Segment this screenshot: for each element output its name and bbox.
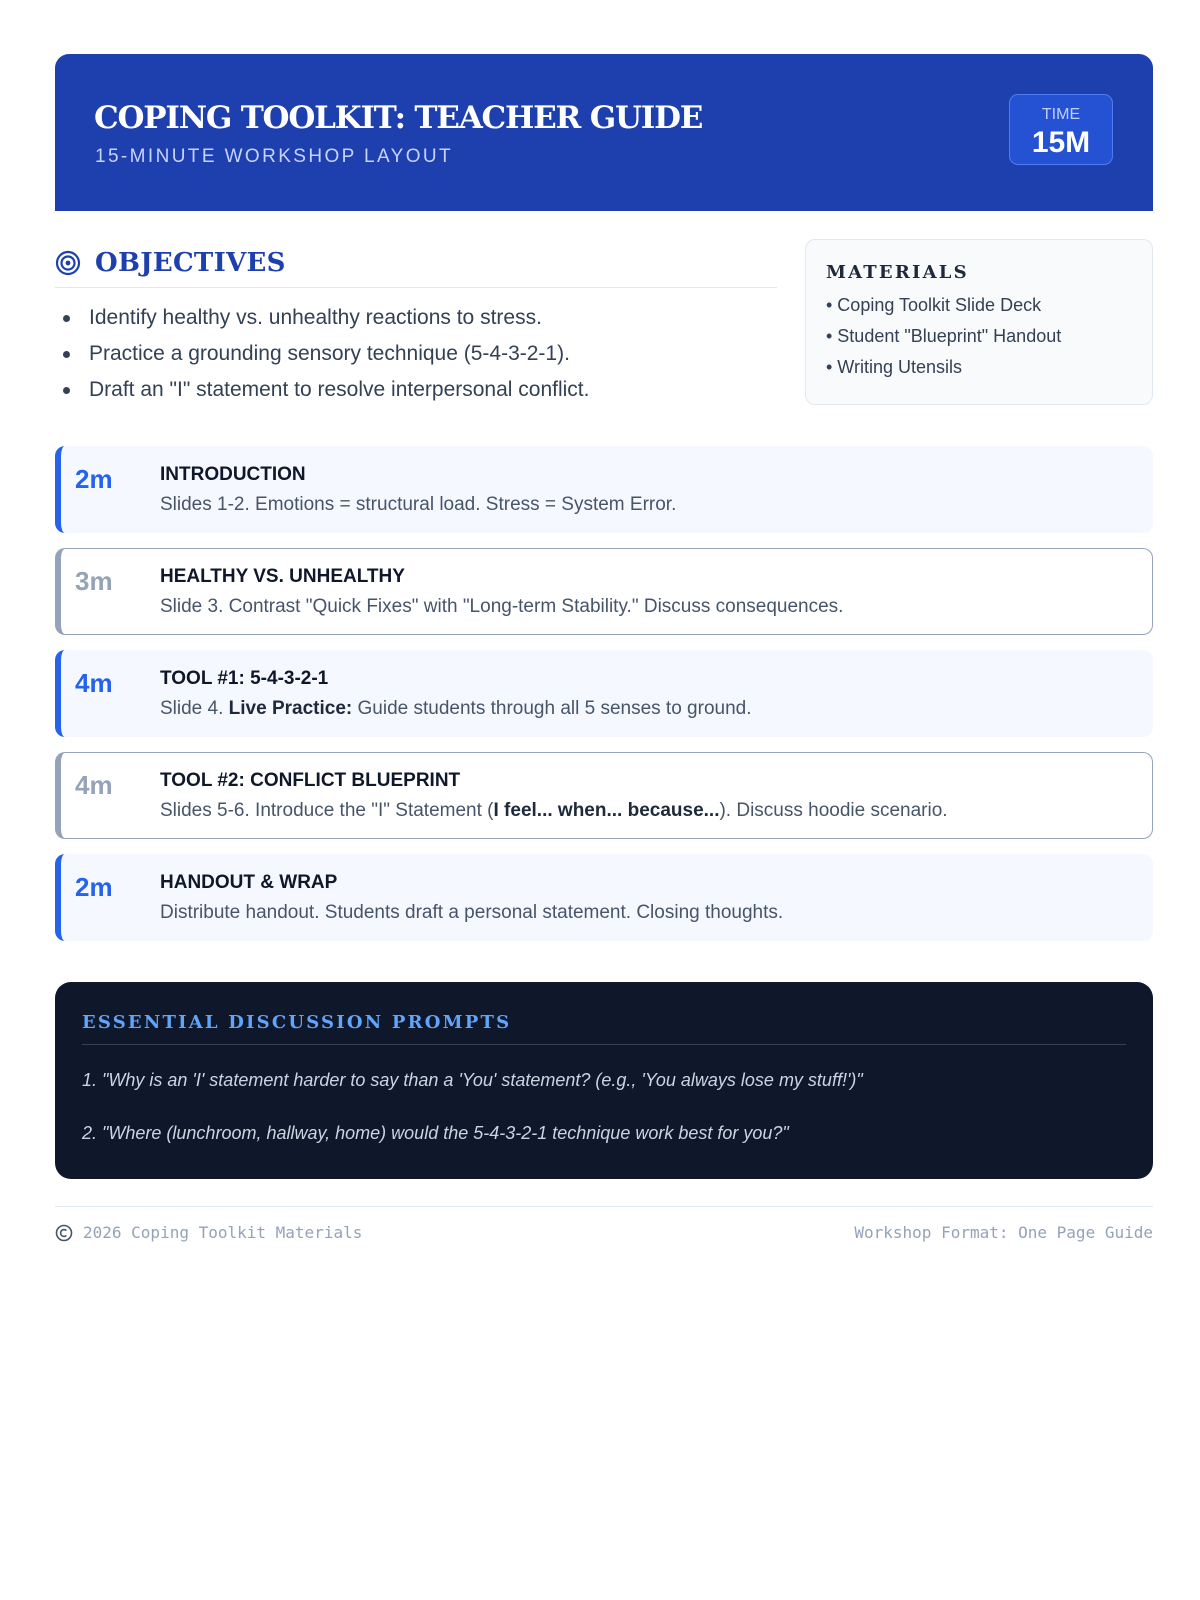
agenda-title: INTRODUCTION [160, 464, 306, 485]
footer [55, 1206, 1153, 1242]
material-item: • Student "Blueprint" Handout [826, 326, 1062, 346]
discussion-prompts-panel [55, 982, 1153, 1179]
agenda-duration: 2m [75, 872, 113, 902]
agenda-description: Distribute handout. Students draft a personal statement. Closing thoughts. [160, 902, 784, 923]
time-badge [1009, 94, 1113, 165]
objectives-title: OBJECTIVES [95, 247, 286, 278]
agenda-title: HANDOUT & WRAP [160, 872, 338, 893]
agenda-item-introduction [55, 446, 1153, 533]
agenda-description: Slides 1-2. Emotions = structural load. Stress = System Error. [160, 494, 677, 515]
agenda-item-healthy-vs-unhealthy [55, 548, 1153, 635]
objectives-header [55, 238, 777, 288]
objective-item: Identify healthy vs. unhealthy reactions to stress. [55, 306, 777, 342]
prompts-title: ESSENTIAL DISCUSSION PROMPTS [82, 1012, 1126, 1045]
agenda-item-handout-wrap [55, 854, 1153, 941]
materials-card [805, 239, 1153, 405]
agenda-title: TOOL #2: CONFLICT BLUEPRINT [160, 770, 461, 791]
time-label: TIME [1041, 106, 1081, 123]
footer-format-text: Workshop Format: One Page Guide [854, 1223, 1153, 1242]
objective-item: Draft an "I" statement to resolve interpersonal conflict. [55, 378, 777, 414]
agenda-duration: 2m [75, 464, 113, 494]
header-banner [55, 54, 1153, 211]
agenda-item-tool-2 [55, 752, 1153, 839]
objectives-list [55, 306, 777, 414]
material-item: • Coping Toolkit Slide Deck [826, 295, 1042, 315]
teacher-guide-page [55, 54, 1153, 1242]
copyright-icon [55, 1224, 73, 1242]
time-value: 15M [1031, 126, 1091, 159]
footer-left [55, 1223, 362, 1242]
material-item: • Writing Utensils [826, 357, 963, 377]
agenda-title: TOOL #1: 5-4-3-2-1 [160, 668, 329, 689]
discussion-prompt: 2. "Where (lunchroom, hallway, home) would the 5-4-3-2-1 technique work best for you?" [82, 1123, 789, 1143]
agenda-description: Slides 5-6. Introduce the "I" Statement (I feel... when... because...). Discuss hoodie scenario. [160, 800, 948, 821]
materials-title: MATERIALS [826, 262, 969, 283]
page-title: COPING TOOLKIT: TEACHER GUIDE [94, 100, 703, 136]
agenda-duration: 4m [75, 770, 113, 800]
objective-item: Practice a grounding sensory technique (5-4-3-2-1). [55, 342, 777, 378]
agenda-description: Slide 3. Contrast "Quick Fixes" with "Long-term Stability." Discuss consequences. [160, 596, 844, 617]
agenda-item-tool-1 [55, 650, 1153, 737]
agenda-description: Slide 4. Live Practice: Guide students through all 5 senses to ground. [160, 698, 752, 719]
page-subtitle: 15-MINUTE WORKSHOP LAYOUT [95, 146, 454, 167]
agenda-title: HEALTHY VS. UNHEALTHY [160, 566, 405, 587]
discussion-prompt: 1. "Why is an 'I' statement harder to say than a 'You' statement? (e.g., 'You always lose my stuff!')" [82, 1070, 863, 1090]
target-icon [55, 250, 81, 276]
agenda-duration: 3m [75, 566, 113, 596]
footer-copyright-text: 2026 Coping Toolkit Materials [83, 1223, 363, 1242]
agenda-duration: 4m [75, 668, 113, 698]
objectives-section [55, 238, 777, 414]
agenda-timeline [55, 446, 1153, 956]
